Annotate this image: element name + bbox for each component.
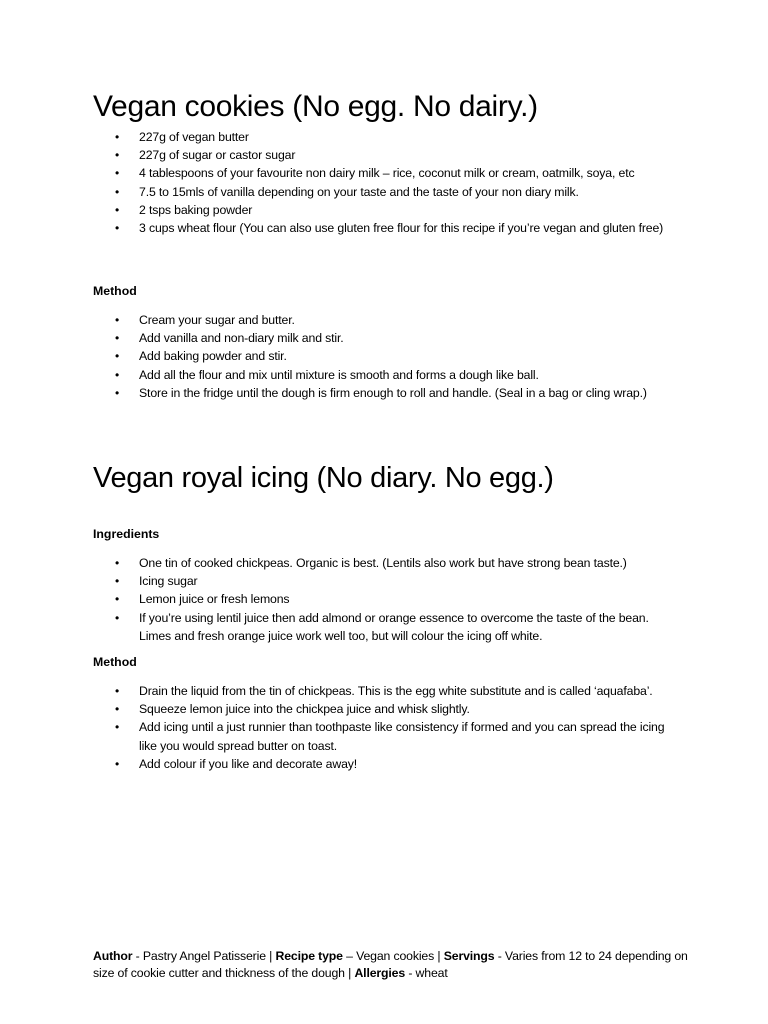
- bullet-icon: •: [115, 184, 120, 199]
- recipe-type-label: Recipe type: [275, 949, 343, 963]
- list-item-text: Drain the liquid from the tin of chickpeas. This is the egg white substitute and is called ‘aquafaba’.: [139, 684, 653, 698]
- list-item: [93, 164, 683, 182]
- bullet-icon: •: [115, 202, 120, 217]
- allergies-value: - wheat: [405, 965, 448, 980]
- list-item-text: 227g of sugar or castor sugar: [139, 148, 296, 163]
- list-item-text: 227g of vegan butter: [139, 130, 249, 144]
- list-item-text: Add baking powder and stir.: [139, 349, 287, 364]
- recipe-footer: [93, 948, 693, 981]
- bullet-icon: •: [115, 166, 120, 181]
- list-item: [93, 183, 683, 201]
- list-item-text: 4 tablespoons of your favourite non dairy milk – rice, coconut milk or cream, oatmilk, soya, etc: [139, 166, 635, 181]
- cookies-title-main: Vegan cookies: [93, 90, 285, 123]
- list-item: [93, 590, 683, 608]
- list-item-text: Add all the flour and mix until mixture is smooth and forms a dough like ball.: [139, 367, 539, 382]
- bullet-icon: •: [115, 756, 120, 771]
- list-item-text: Icing sugar: [139, 574, 198, 589]
- list-item-text: Store in the fridge until the dough is firm enough to roll and handle. (Seal in a bag or cling wrap.): [139, 385, 647, 400]
- list-item-text: Lemon juice or fresh lemons: [139, 592, 290, 607]
- list-item-text: Squeeze lemon juice into the chickpea juice and whisk slightly.: [139, 702, 470, 717]
- list-item: [93, 572, 683, 590]
- icing-method-heading: Method: [93, 655, 137, 669]
- bullet-icon: •: [115, 610, 120, 625]
- list-item: [93, 682, 683, 700]
- list-item: [93, 609, 683, 645]
- bullet-icon: •: [115, 720, 120, 735]
- list-item: [93, 128, 683, 146]
- icing-ingredients-heading: Ingredients: [93, 527, 160, 541]
- list-item: [93, 311, 683, 329]
- bullet-icon: •: [115, 331, 120, 346]
- list-item-text: 2 tsps baking powder: [139, 202, 253, 217]
- allergies-label: Allergies: [354, 965, 406, 980]
- cookies-method-list: [93, 311, 683, 402]
- list-item-text: One tin of cooked chickpeas. Organic is best. (Lentils also work but have strong bean taste.): [139, 556, 627, 570]
- bullet-icon: •: [115, 684, 120, 698]
- bullet-icon: •: [115, 385, 120, 400]
- bullet-icon: •: [115, 349, 120, 364]
- bullet-icon: •: [115, 313, 120, 327]
- list-item: [93, 347, 683, 365]
- list-item: [93, 700, 683, 718]
- list-item: [93, 201, 683, 219]
- list-item: [93, 219, 683, 237]
- icing-ingredients-list: [93, 554, 683, 645]
- list-item-text: Add vanilla and non-diary milk and stir.: [139, 331, 344, 346]
- list-item: [93, 146, 683, 164]
- list-item: [93, 329, 683, 347]
- list-item-text: Add icing until a just runnier than toothpaste like consistency if formed and you can spread the icing like you would spread butter on toast.: [139, 720, 665, 753]
- cookies-title-note: (No egg. No dairy.): [284, 90, 538, 123]
- list-item-text: 7.5 to 15mls of vanilla depending on your taste and the taste of your non diary milk.: [139, 184, 579, 199]
- bullet-icon: •: [115, 221, 120, 236]
- list-item: [93, 755, 683, 773]
- icing-method-list: [93, 682, 683, 773]
- list-item-text: Cream your sugar and butter.: [139, 313, 295, 327]
- list-item: [93, 366, 683, 384]
- icing-title: Vegan royal icing (No diary. No egg.): [93, 462, 554, 494]
- servings-label: Servings: [443, 949, 495, 963]
- bullet-icon: •: [115, 148, 120, 163]
- list-item-text: If you’re using lentil juice then add almond or orange essence to overcome the taste of the bean. Limes and fresh orange juice work well too, but will colour the icing off white.: [139, 610, 649, 643]
- list-item: [93, 384, 683, 402]
- servings-value: - Varies from 12 to 24 depending on size of cookie cutter and thickness of the dough |: [93, 949, 688, 980]
- list-item: [93, 554, 683, 572]
- author-value: - Pastry Angel Patisserie |: [132, 949, 276, 963]
- cookies-method-heading: Method: [93, 284, 137, 298]
- recipe-type-value: – Vegan cookies |: [342, 949, 444, 963]
- list-item-text: 3 cups wheat flour (You can also use gluten free flour for this recipe if you’re vegan and gluten free): [139, 221, 664, 236]
- cookies-title: [93, 92, 538, 122]
- bullet-icon: •: [115, 556, 120, 570]
- author-label: Author: [93, 949, 133, 963]
- bullet-icon: •: [115, 702, 120, 717]
- list-item: [93, 718, 683, 754]
- bullet-icon: •: [115, 130, 120, 144]
- bullet-icon: •: [115, 592, 120, 607]
- list-item-text: Add colour if you like and decorate away!: [139, 756, 358, 771]
- cookies-ingredients-list: [93, 128, 683, 237]
- bullet-icon: •: [115, 574, 120, 589]
- bullet-icon: •: [115, 367, 120, 382]
